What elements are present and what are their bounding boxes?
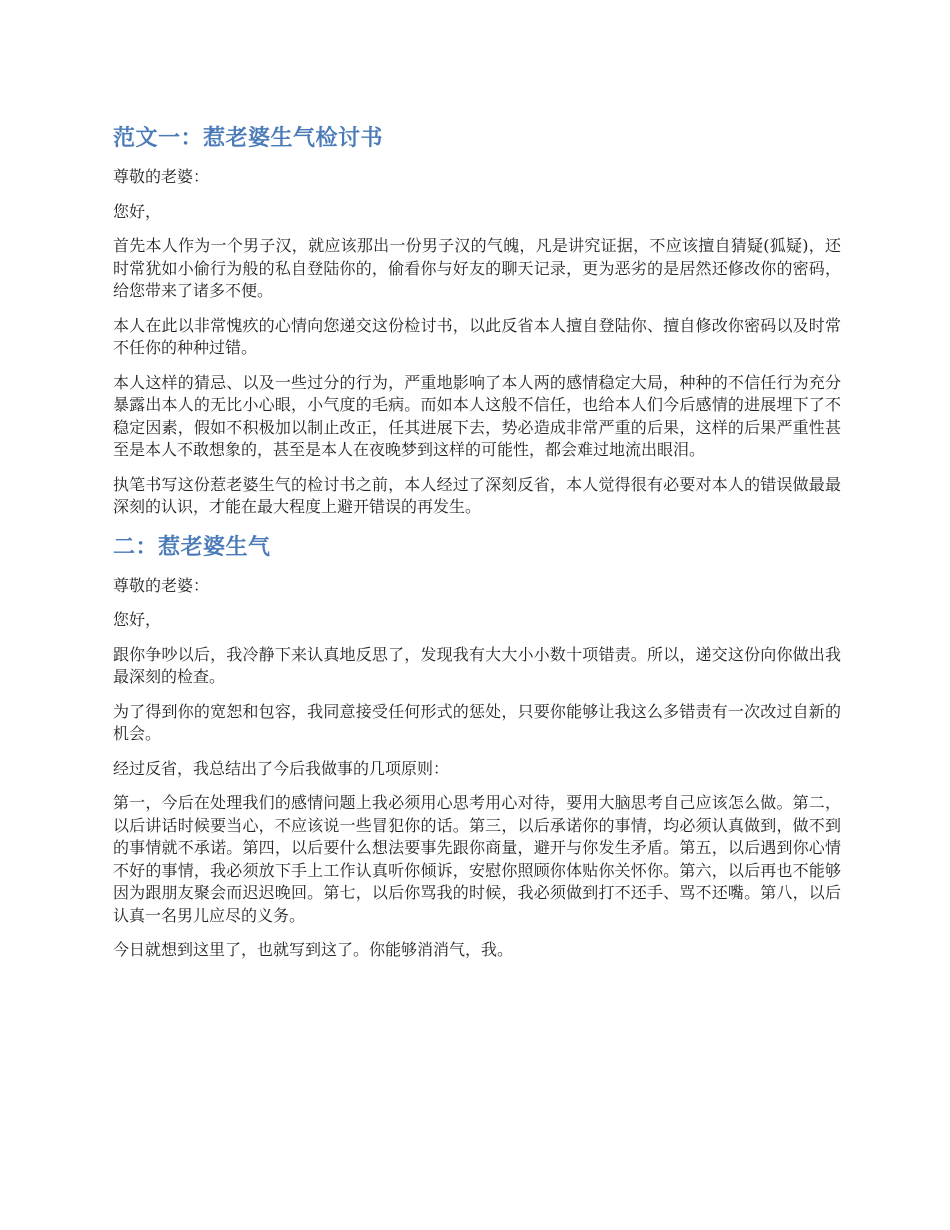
section-2-paragraph: 为了得到你的宽恕和包容，我同意接受任何形式的惩处，只要你能够让我这么多错责有一次改过自新的机会。 xyxy=(113,701,841,743)
section-2-greeting: 您好， xyxy=(113,610,162,629)
section-2-salutation: 尊敬的老婆： xyxy=(113,575,210,595)
section-2-paragraph: 第一，今后在处理我们的感情问题上我必须用心思考用心对待，要用大脑思考自己应该怎么做。第二，以后讲话时候要当心，不应该说一些冒犯你的话。第三，以后承诺你的事情，均必须认真做到，做不到的事情就不承诺。第四，以后要什么想法要事先跟你商量，避开与你发生矛盾。第五，以后遇到你心情不好的事情，我必须放下手上工作认真听你倾诉，安慰你照顾你体贴你关怀你。第六，以后再也不能够因为跟朋友聚会而迟迟晚回。第七，以后你骂我的时候，我必须做到打不还手、骂不还嘴。第八，以后认真一名男儿应尽的义务。 xyxy=(113,793,841,925)
section-1-salutation: 尊敬的老婆： xyxy=(113,167,210,186)
section-1-paragraph: 首先本人作为一个男子汉，就应该那出一份男子汉的气魄，凡是讲究证据，不应该擅自猜疑(狐疑)，还时常犹如小偷行为般的私自登陆你的，偷看你与好友的聊天记录，更为恶劣的是居然还修改你的密码，给您带来了诸多不便。 xyxy=(113,236,841,300)
document-page xyxy=(113,122,841,974)
section-1-paragraph: 执笔书写这份惹老婆生气的检讨书之前，本人经过了深刻反省，本人觉得很有必要对本人的错误做最最深刻的认识，才能在最大程度上避开错误的再发生。 xyxy=(113,474,841,516)
section-2-paragraph: 跟你争吵以后，我冷静下来认真地反思了，发现我有大大小小数十项错责。所以，递交这份向你做出我最深刻的检查。 xyxy=(113,644,841,686)
section-2-closing: 今日就想到这里了，也就写到这了。你能够消消气，我。 xyxy=(113,940,514,959)
section-1-paragraph: 本人这样的猜忌、以及一些过分的行为，严重地影响了本人两的感情稳定大局，种种的不信任行为充分暴露出本人的无比小心眼，小气度的毛病。而如本人这般不信任，也给本人们今后感情的进展埋下了不稳定因素，假如不积极加以制止改正，任其进展下去，势必造成非常严重的后果，这样的后果严重性甚至是本人不敢想象的，甚至是本人在夜晚梦到这样的可能性，都会难过地流出眼泪。 xyxy=(113,372,841,459)
section-1-greeting: 您好， xyxy=(113,201,162,221)
section-1-paragraph: 本人在此以非常愧疚的心情向您递交这份检讨书，以此反省本人擅自登陆你、擅自修改你密码以及时常不任你的种种过错。 xyxy=(113,315,841,357)
section-2-paragraph: 经过反省，我总结出了今后我做事的几项原则： xyxy=(113,758,450,778)
section-2-heading: 二：惹老婆生气 xyxy=(113,534,271,560)
section-1-heading: 范文一：惹老婆生气检讨书 xyxy=(113,126,384,151)
